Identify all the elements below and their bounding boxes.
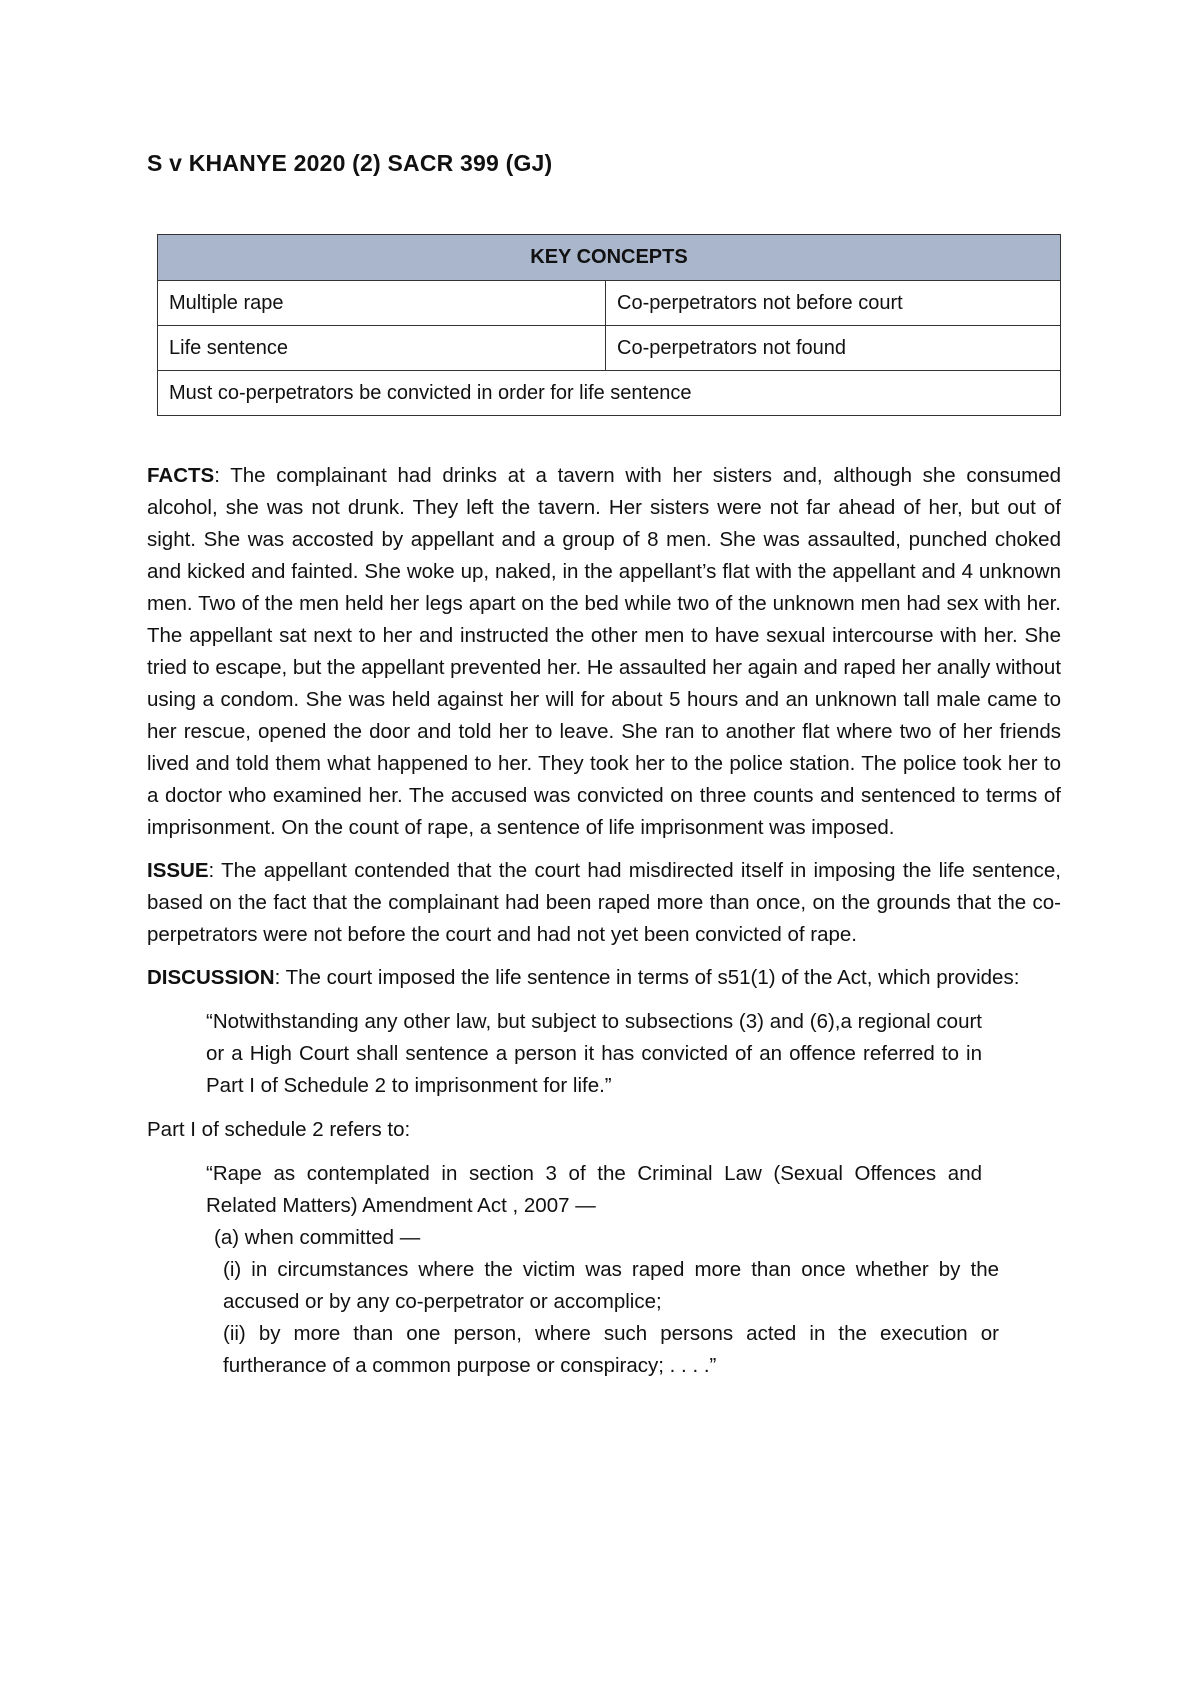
key-concept-cell: Co-perpetrators not before court — [606, 281, 1061, 326]
key-concept-cell: Multiple rape — [158, 281, 606, 326]
key-concept-full-cell: Must co-perpetrators be convicted in order for life sentence — [158, 371, 1061, 416]
document-page — [147, 148, 1061, 1382]
issue-text: : The appellant contended that the court had misdirected itself in imposing the life sentence, based on the fact that the complainant had been raped more than once, on the grounds that the co-perpetrators were not before the court and had not yet been convicted of rape. — [147, 859, 1061, 946]
key-concept-cell: Co-perpetrators not found — [606, 326, 1061, 371]
issue-paragraph — [147, 855, 1061, 951]
schedule-item-i: (i) in circumstances where the victim was raped more than once whether by the accused or by any co-perpetrator or accomplice; — [223, 1258, 999, 1313]
facts-text: : The complainant had drinks at a tavern with her sisters and, although she consumed alcohol, she was not drunk. They left the tavern. Her sisters were not far ahead of her, but out of sight. She was accosted by appellant and a group of 8 men. She was assaulted, punched choked and kicked and fainted. She woke up, naked, in the appellant’s flat with the appellant and 4 unknown men. Two of the men held her legs apart on the bed while two of the unknown men had sex with her. The appellant sat next to her and instructed the other men to have sexual intercourse with her. She tried to escape, but the appellant prevented her. He assaulted her again and raped her anally without using a condom. She was held against her will for about 5 hours and an unknown tall male came to her rescue, opened the door and told her to leave. She ran to another flat where two of her friends lived and told them what happened to her. They took her to the police station. The police took her to a doctor who examined her. The accused was convicted on three counts and sentenced to terms of imprisonment. On the count of rape, a sentence of life imprisonment was imposed. — [147, 464, 1062, 839]
key-concepts-header-row — [158, 235, 1061, 281]
facts-label: FACTS — [147, 464, 215, 487]
key-concepts-header: KEY CONCEPTS — [158, 235, 1061, 281]
schedule-item-ii: (ii) by more than one person, where such persons acted in the execution or furtherance of a common purpose or conspiracy; . . . .” — [223, 1322, 999, 1377]
part-intro: Part I of schedule 2 refers to: — [147, 1118, 411, 1141]
discussion-paragraph — [147, 962, 1061, 994]
statute-quote: “Notwithstanding any other law, but subject to subsections (3) and (6),a regional court or a High Court shall sentence a person it has convicted of an offence referred to in Part I of Schedule 2 to imprisonment for life.” — [206, 1010, 982, 1097]
key-concepts-row — [158, 281, 1061, 326]
case-title: S v KHANYE 2020 (2) SACR 399 (GJ) — [147, 150, 553, 176]
facts-paragraph — [147, 460, 1061, 844]
schedule-item-a: (a) when committed — — [214, 1226, 421, 1249]
key-concepts-table — [157, 234, 1061, 416]
schedule-quote — [147, 1158, 1061, 1382]
key-concept-cell: Life sentence — [158, 326, 606, 371]
key-concepts-row — [158, 371, 1061, 416]
discussion-text: : The court imposed the life sentence in terms of s51(1) of the Act, which provides: — [274, 966, 1020, 989]
issue-label: ISSUE — [147, 859, 209, 882]
key-concepts-row — [158, 326, 1061, 371]
schedule-quote-intro: “Rape as contemplated in section 3 of the Criminal Law (Sexual Offences and Related Matters) Amendment Act , 2007 — — [206, 1162, 982, 1217]
discussion-label: DISCUSSION — [147, 966, 275, 989]
